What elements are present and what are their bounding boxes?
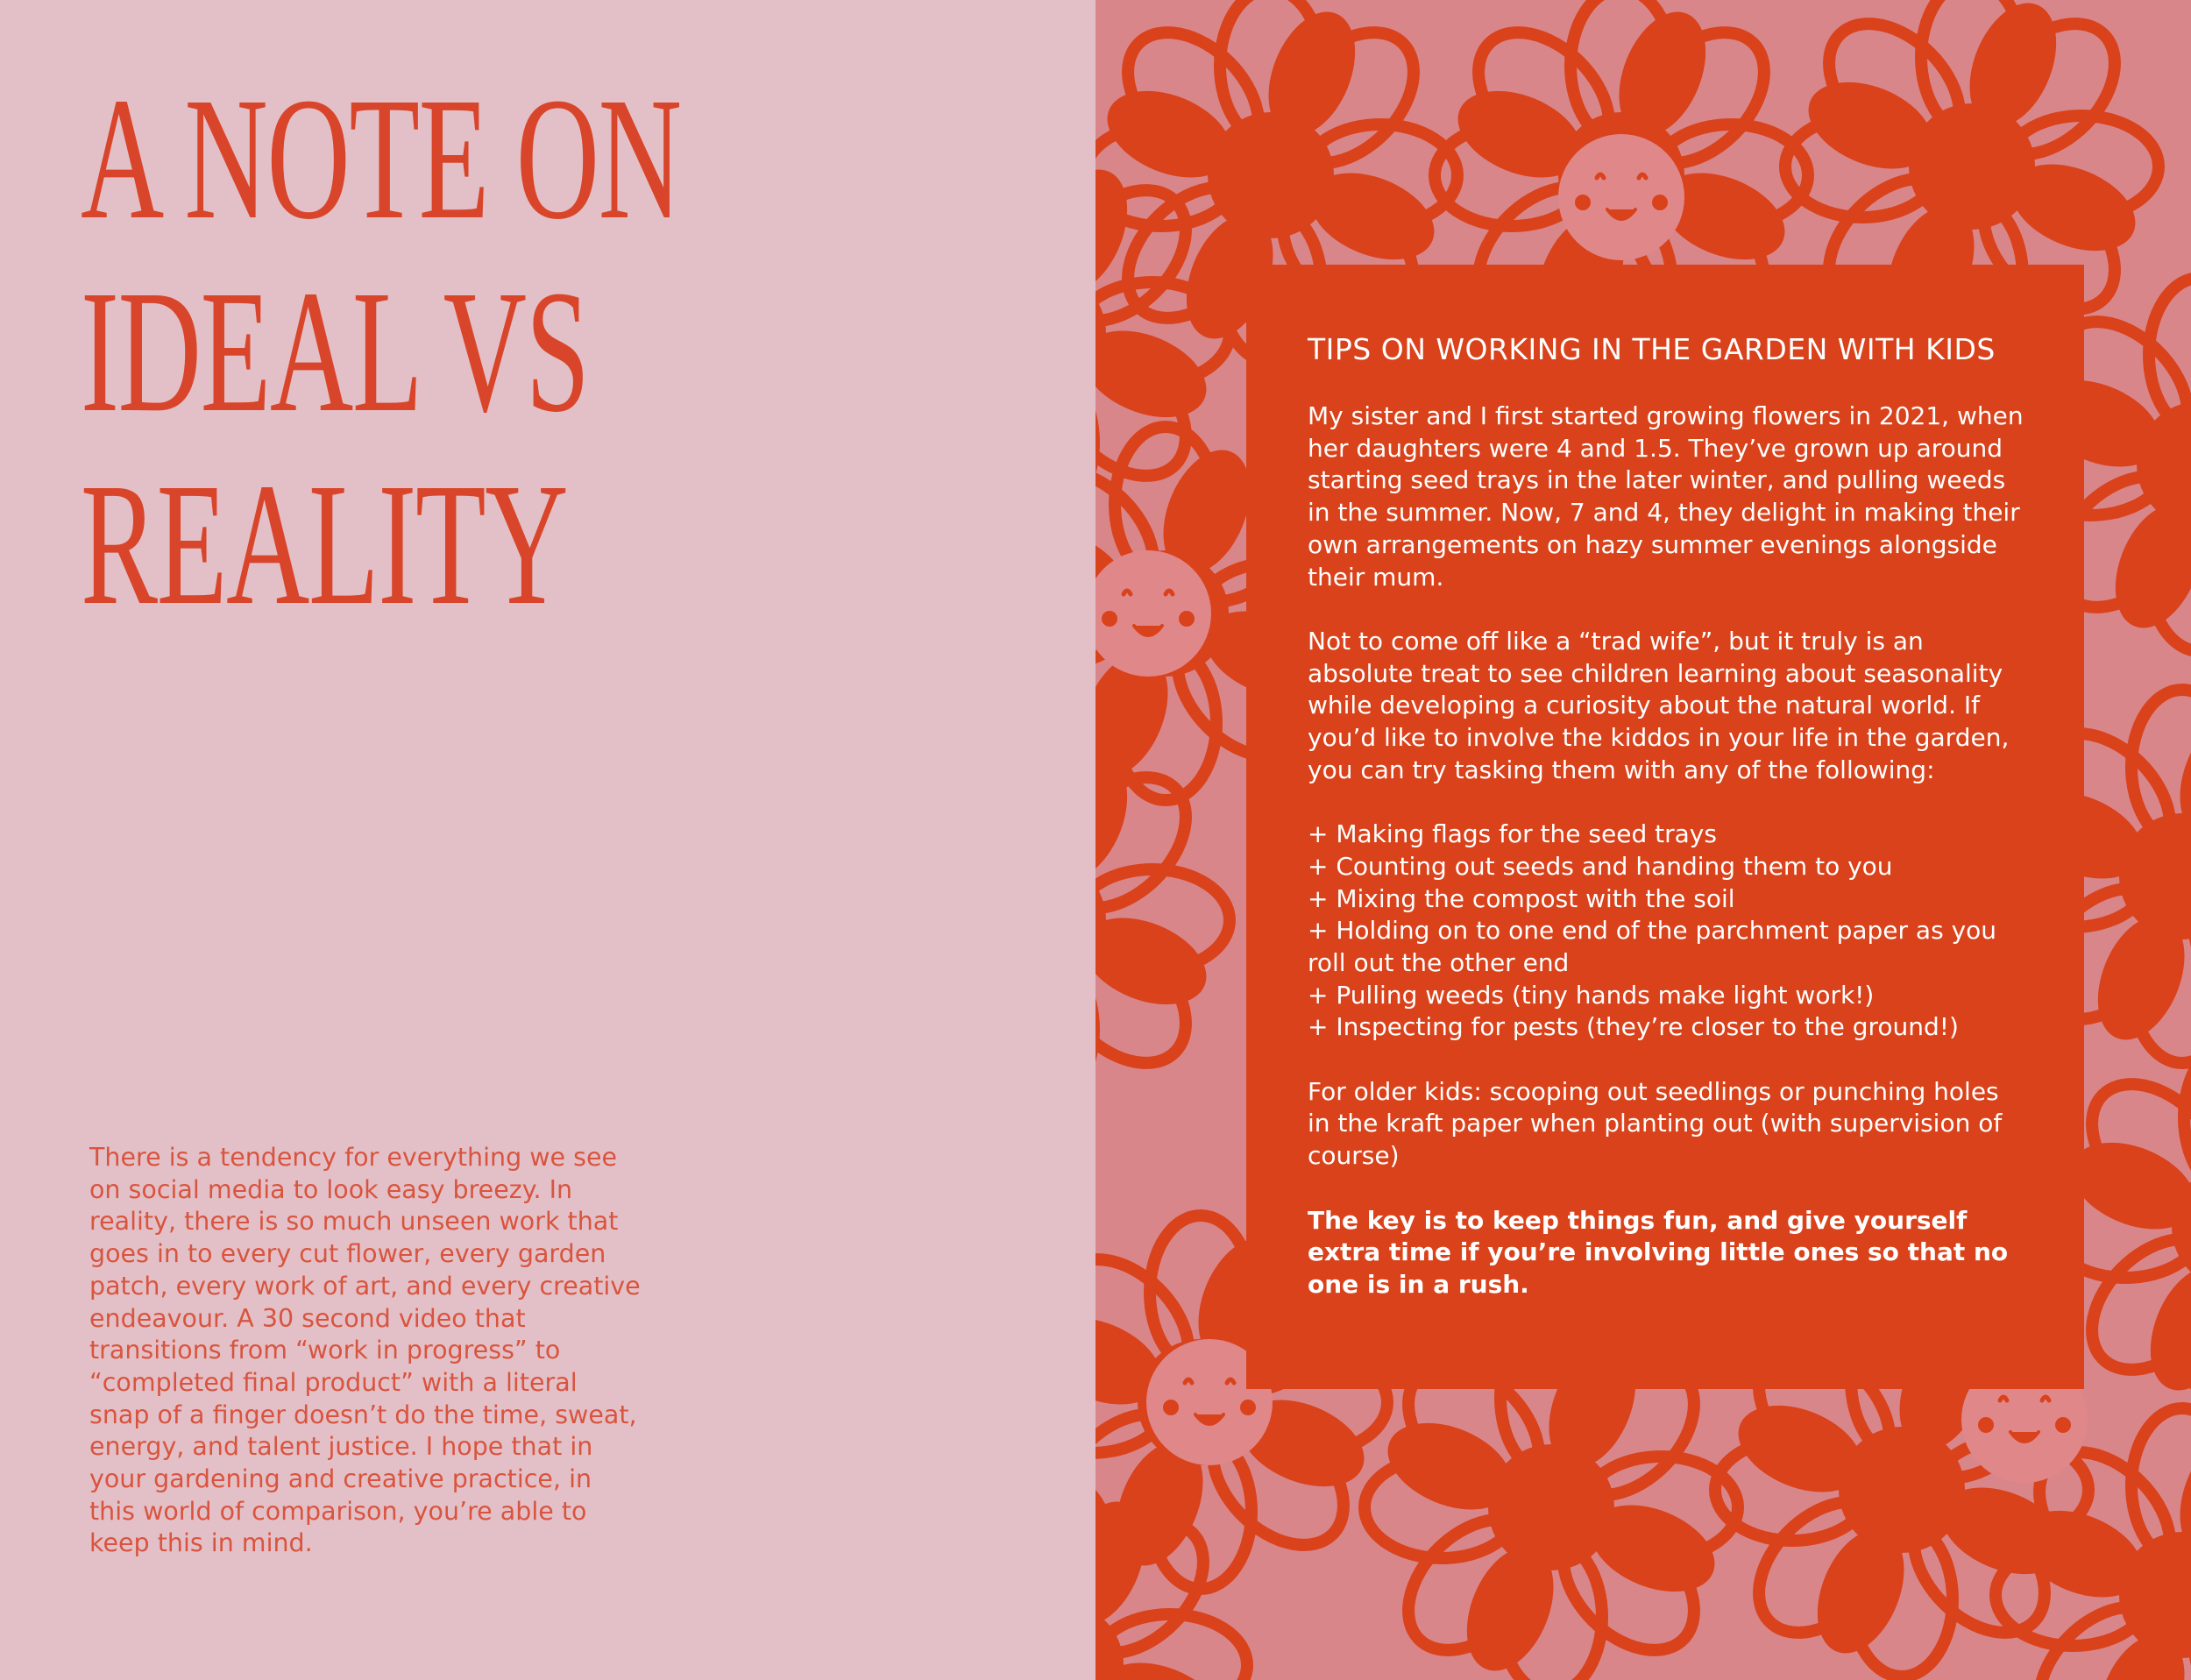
task-list-item: + Pulling weeds (tiny hands make light work!) — [1308, 980, 1875, 1010]
title-line-2: IDEAL VS — [81, 255, 589, 449]
card-paragraph-2: Not to come off like a “trad wife”, but it truly is an absolute treat to see children learning about seasonality while developing a curiosity about the natural world. If you’d like to involve the kiddos in your life in the garden, you can try tasking them with any of the following: — [1308, 626, 2010, 784]
card-closing-note: The key is to keep things fun, and give yourself extra time if you’re involving little ones so that no one is in a rush. — [1308, 1205, 2009, 1299]
tips-card — [1246, 265, 2084, 1389]
card-paragraph-3: For older kids: scooping out seedlings or punching holes in the kraft paper when planting out (with supervision of course) — [1308, 1076, 2003, 1171]
left-body-paragraph: There is a tendency for everything we see on social media to look easy breezy. In reality, there is so much unseen work that goes in to every cut flower, every garden patch, every work of art, and every creative endeavour. A 30 second video that transitions from “work in progress” to “completed final product” with a literal snap of a finger doesn’t do the time, sweat, energy, and talent justice. I hope that in your gardening and creative practice, in this world of comparison, you’re able to keep this in mind. — [89, 1143, 641, 1558]
task-list-item: + Making flags for the seed trays — [1308, 819, 1717, 849]
left-body-text — [89, 1142, 642, 1560]
title-line-1: A NOTE ON — [81, 62, 681, 256]
task-list — [1308, 819, 2024, 1044]
title-line-3: REALITY — [81, 448, 568, 642]
task-list-item: + Mixing the compost with the soil — [1308, 883, 1735, 913]
task-list-item: + Holding on to one end of the parchment paper as you roll out the other end — [1308, 916, 1997, 977]
card-title: TIPS ON WORKING IN THE GARDEN WITH KIDS — [1308, 332, 1996, 366]
task-list-item: + Counting out seeds and handing them to you — [1308, 851, 1893, 881]
task-list-item: + Inspecting for pests (they’re closer to the ground!) — [1308, 1012, 1959, 1042]
card-paragraph-1: My sister and I first started growing flowers in 2021, when her daughters were 4 and 1.5. They’ve grown up around starting seed trays in the later winter, and pulling weeds in the summer. Now, 7 and 4, they delight in making their own arrangements on hazy summer evenings alongside their mum. — [1308, 401, 2024, 592]
page-title — [81, 63, 681, 642]
